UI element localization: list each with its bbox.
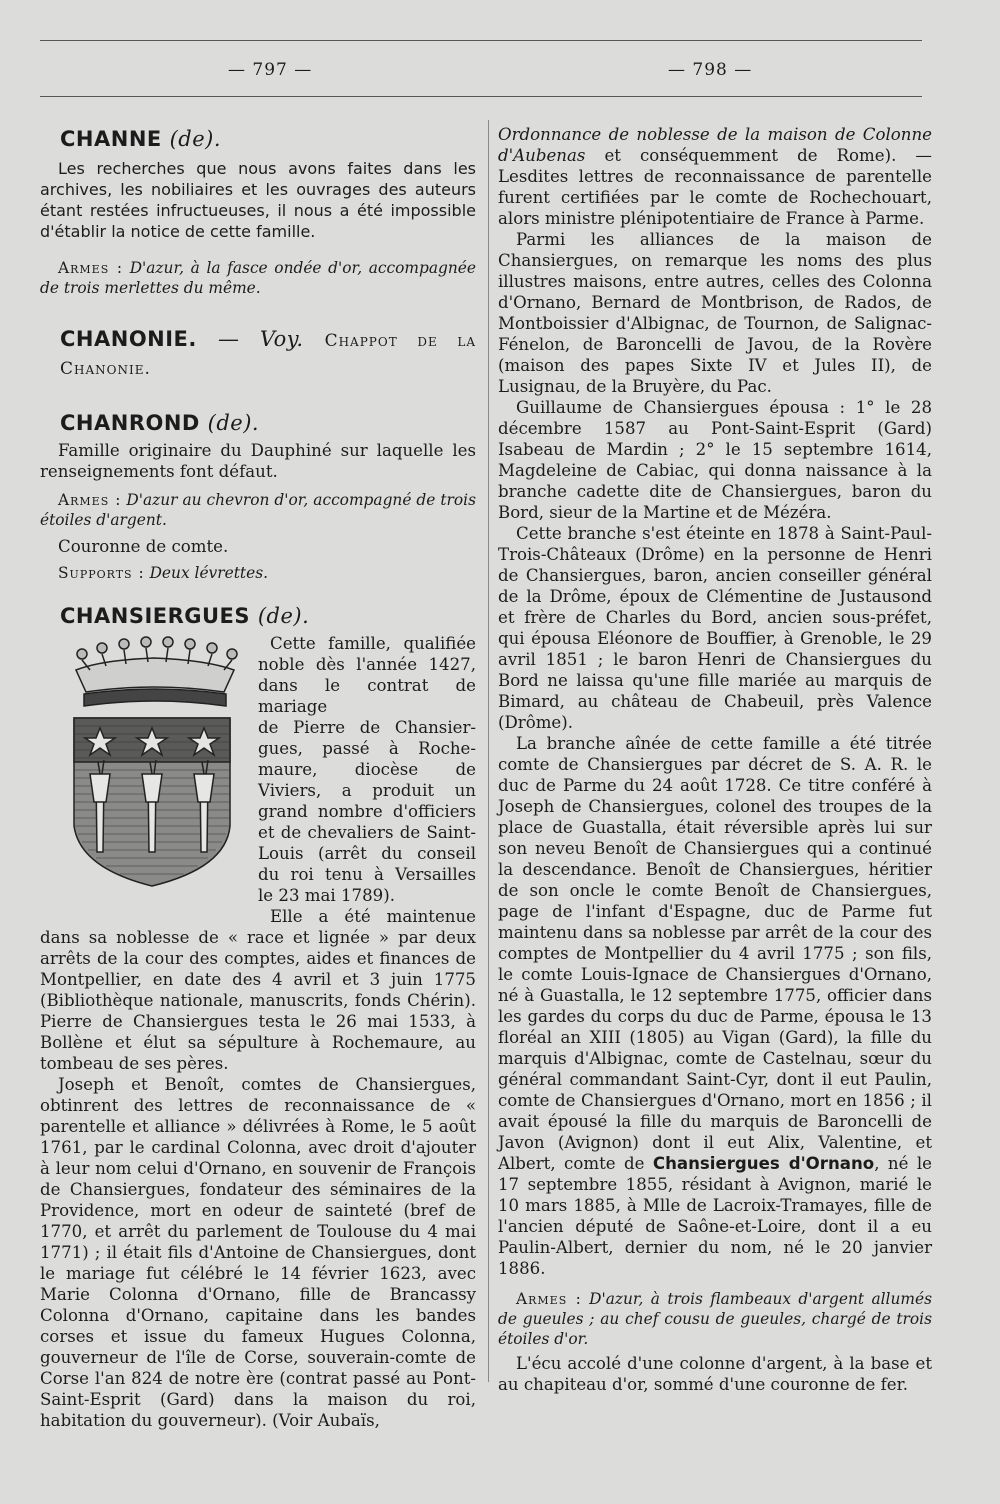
- wrap-line: et de chevaliers de Saint-: [258, 823, 476, 842]
- entry-title-chanonie: CHANONIE. — Voy. Chappot de la Chanonie.: [60, 327, 477, 379]
- entry-title-chanrond: CHANROND (de).: [60, 411, 260, 435]
- wrap-line: gues, passé à Roche-: [258, 739, 476, 758]
- wrap-line: Elle a été maintenue: [270, 907, 476, 926]
- right-para-ecu: L'écu accolé d'une colonne d'argent, à la base et au chapiteau d'or, sommé d'une couronne de fer.: [498, 1354, 932, 1394]
- chanrond-armes: Armes : D'azur au chevron d'or, accompagné de trois étoiles d'argent.: [40, 491, 476, 529]
- right-armes: Armes : D'azur, à trois flambeaux d'argent allumés de gueules ; au chef cousu de gueules, chargé de trois étoiles d'or.: [498, 1290, 932, 1348]
- channe-armes: Armes : D'azur, à la fasce ondée d'or, accompagnée de trois merlettes du même.: [40, 259, 476, 297]
- right-para-branche-ainee: La branche aînée de cette famille a été titrée comte de Chansiergues par décret de S. A. R. le duc de Parme du 24 août 1728. Ce titre conféré à Joseph de Chansiergues, colonel des troupes de la place de Guastalla, était réversible après lui sur son neveu Benoît de Chansiergues qui a continué la descendance. Benoît de Chansiergues, héritier de son oncle le comte Benoît de Chansiergues, page de l'infant d'Espagne, duc de Parme fut maintenu dans sa noblesse par arrêt de la cour des comptes de Montpellier du 4 avril 1775 ; son fils, le comte Louis-Ignace de Chansiergues d'Ornano, né à Guastalla, le 12 septembre 1775, officier dans les gardes du corps du duc de Parme, épousa le 13 floréal an XIII (1805) au Vigan (Gard), la fille du marquis d'Albignac, comte de Castelnau, sœur du général commandant Saint-Cyr, dont il eut Paulin, comte de Chansiergues d'Ornano, mort en 1856 ; il avait épousé la fille du marquis de Baroncelli de Javon (Avignon) dont il eut Alix, Valentine, et Albert, comte de Chansiergues d'Ornano, né le 17 septembre 1855, résidant à Avignon, marié le 10 mars 1885, à Mlle de Lacroix-Tramayes, fille de l'ancien député de Saône-et-Loire, dont il a eu Paulin-Albert, dernier du nom, né le 20 janvier 1886.: [498, 734, 933, 1278]
- wrap-line: Cette famille, qualifiée: [270, 634, 476, 653]
- coat-of-arms-icon: [62, 636, 247, 891]
- right-para-1: Ordonnance de noblesse de la maison de Colonne d'Aubenas et conséquemment de Rome). — Lesdites lettres de reconnaissance de parentelle furent certifiées par le comte de Rochechouart, alors ministre plénipotentiaire de France à Parme.: [498, 125, 932, 228]
- wrap-line: noble dès l'année 1427,: [258, 655, 476, 674]
- column-divider: [488, 120, 489, 1382]
- chansiergues-wrap-block: [258, 633, 476, 927]
- page-number-left: — 797 —: [228, 60, 313, 80]
- entry-title-channe: CHANNE (de).: [60, 127, 221, 151]
- right-column: [498, 124, 932, 1395]
- top-rule: [40, 40, 922, 41]
- page-number-right: — 798 —: [668, 60, 753, 80]
- header-rule: [40, 96, 922, 97]
- wrap-line: le 23 mai 1789).: [258, 886, 395, 905]
- entry-title-chansiergues: CHANSIERGUES (de).: [60, 604, 310, 628]
- wrap-line: grand nombre d'officiers: [258, 802, 476, 821]
- wrap-line: de Pierre de Chansier-: [258, 718, 476, 737]
- wrap-line: du roi tenu à Versailles: [258, 865, 476, 884]
- chanrond-supports: Supports : Deux lévrettes.: [58, 564, 268, 582]
- chansiergues-para-2: dans sa noblesse de « race et lignée » par deux arrêts de la cour des comptes, aides et finances de Montpellier, en date des 4 avril et 3 juin 1775 (Bibliothèque nationale, manuscrits, fonds Chérin). Pierre de Chansiergues testa le 26 mai 1533, à Bollène et élut sa sépulture à Rochemaure, au tombeau de ses pères.: [40, 928, 476, 1073]
- chanrond-text: Famille originaire du Dauphiné sur laquelle les renseignements font défaut.: [40, 441, 476, 481]
- wrap-line: Viviers, a produit un: [258, 781, 476, 800]
- wrap-line: maure, diocèse de: [258, 760, 476, 779]
- channe-text: Les recherches que nous avons faites dans les archives, les nobiliaires et les ouvrages des auteurs étant restées infructueuses, il nous a été impossible d'établir la notice de cette famille.: [40, 159, 476, 241]
- wrap-line: Louis (arrêt du conseil: [258, 844, 476, 863]
- chanrond-couronne: Couronne de comte.: [58, 537, 229, 556]
- right-para-guillaume: Guillaume de Chansiergues épousa : 1° le 28 décembre 1587 au Pont-Saint-Esprit (Gard) Isabeau de Mardin ; 2° le 15 septembre 1614, Magdeleine de Cabiac, qui donna naissance à la branche cadette dite de Chansiergues, baron du Bord, sieur de la Martine et de Mézéra.: [498, 398, 932, 522]
- right-para-alliances: Parmi les alliances de la maison de Chansiergues, on remarque les noms des plus illustres maisons, entre autres, celles des Colonna d'Ornano, Bernard de Montbrison, de Rados, de Montboissier d'Albignac, de Tournon, de Salignac-Fénelon, de Baroncelli de Javou, de la Rovère (maison des papes Sixte IV et Jules II), de Lusignau, de la Bruyère, du Pac.: [498, 230, 932, 396]
- chansiergues-para-3: Joseph et Benoît, comtes de Chansiergues, obtinrent des lettres de reconnaissance de « parentelle et alliance » délivrées à Rome, le 5 août 1761, par le cardinal Colonna, avec droit d'ajouter à leur nom celui d'Ornano, en souvenir de François de Chansiergues, fondateur des séminaires de la Providence, mort en odeur de sainteté (bref de 1770, et arrêt du parlement de Toulouse du 4 mai 1771) ; il était fils d'Antoine de Chansiergues, dont le mariage fut célébré le 14 février 1623, avec Marie Colonna d'Ornano, fille de Brancassy Colonna d'Ornano, capitaine dans les bandes corses et issue du fameux Hugues Colonna, gouverneur de l'île de Corse, souverain-comte de Corse l'an 824 de notre ère (contrat passé au Pont-Saint-Esprit (Gard) dans la maison du roi, habitation du gouverneur). (Voir Aubaïs,: [40, 1075, 476, 1430]
- right-para-branche: Cette branche s'est éteinte en 1878 à Saint-Paul-Trois-Châteaux (Drôme) en la personne de Henri de Chansiergues, baron, ancien conseiller général de la Drôme, époux de Clémentine de Justausond et frère de Charles du Bord, ancien sous-préfet, qui épousa Eléonore de Bouffier, à Grenoble, le 29 avril 1851 ; le baron Henri de Chansiergues du Bord ne laissa qu'une fille mariée au marquis de Bimard, au château de Chabeuil, près Valence (Drôme).: [498, 524, 932, 732]
- wrap-line: dans le contrat de mariage: [258, 676, 476, 716]
